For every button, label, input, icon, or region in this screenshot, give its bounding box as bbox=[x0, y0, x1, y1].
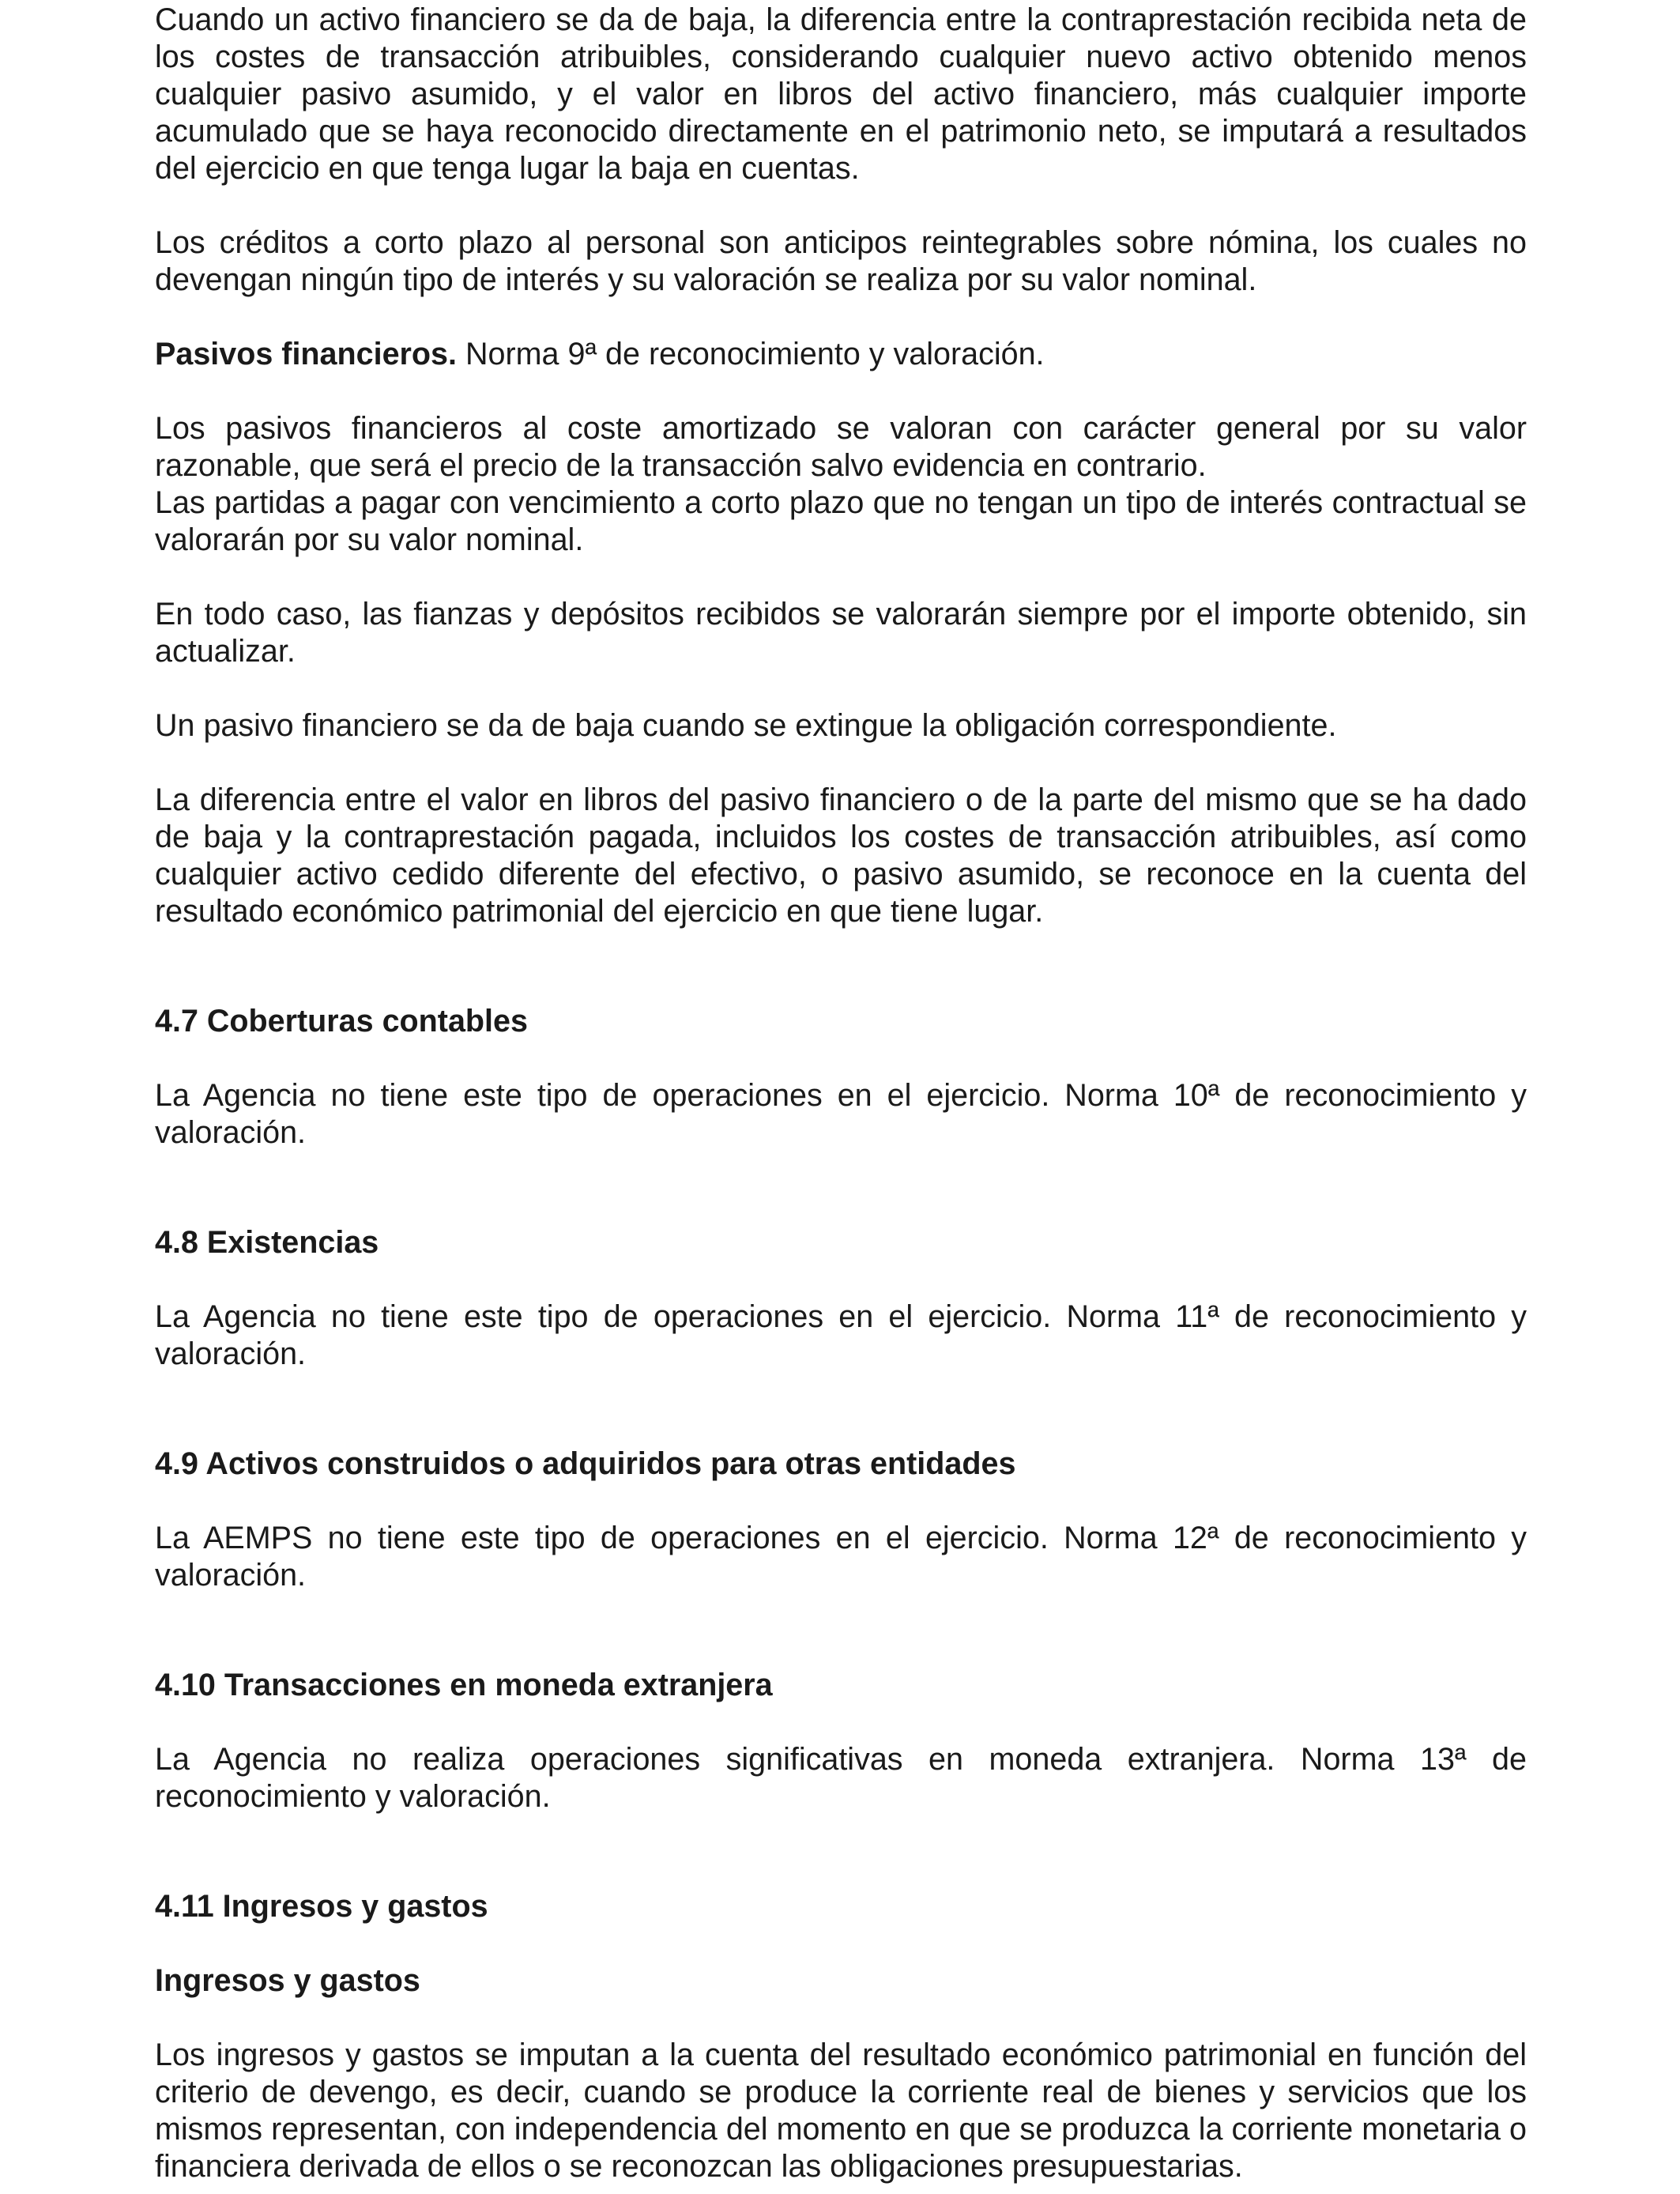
heading-4-8: 4.8 Existencias bbox=[155, 1225, 379, 1260]
paragraph-diferencia-pasivo: La diferencia entre el valor en libros del pasivo financiero o de la parte del mismo que se ha dado de baja y la contraprestación pagada, incluidos los costes de transacción atribuibles, así como cualquier activo cedido diferente del efectivo, o pasivo asumido, se reconoce en la cuenta del resultado económico patrimonial del ejercicio en que tiene lugar. bbox=[155, 782, 1527, 929]
paragraph-moneda-extranjera: La Agencia no realiza operaciones significativas en moneda extranjera. Norma 13ª de reconocimiento y valoración. bbox=[155, 1742, 1527, 1814]
paragraph-fianzas: En todo caso, las fianzas y depósitos recibidos se valorarán siempre por el importe obtenido, sin actualizar. bbox=[155, 597, 1527, 669]
paragraph-baja-activo: Cuando un activo financiero se da de baja, la diferencia entre la contraprestación recibida neta de los costes de transacción atribuibles, considerando cualquier nuevo activo obtenido menos cualquier pasivo asumido, y el valor en libros del activo financiero, más cualquier importe acumulado que se haya reconocido directamente en el patrimonio neto, se imputará a resultados del ejercicio en que tenga lugar la baja en cuentas. bbox=[155, 2, 1527, 186]
paragraph-partidas-pagar: Las partidas a pagar con vencimiento a corto plazo que no tengan un tipo de interés contractual se valorarán por su valor nominal. bbox=[155, 485, 1527, 557]
pasivos-financieros-norma: Norma 9ª de reconocimiento y valoración. bbox=[457, 337, 1045, 371]
subheading-ingresos-gastos: Ingresos y gastos bbox=[155, 1963, 420, 1998]
document-page bbox=[155, 0, 1527, 2185]
heading-4-9: 4.9 Activos construidos o adquiridos para otras entidades bbox=[155, 1446, 1016, 1481]
paragraph-existencias: La Agencia no tiene este tipo de operaciones en el ejercicio. Norma 11ª de reconocimiento y valoración. bbox=[155, 1299, 1527, 1371]
heading-4-10: 4.10 Transacciones en moneda extranjera bbox=[155, 1668, 773, 1702]
paragraph-ingresos-gastos: Los ingresos y gastos se imputan a la cuenta del resultado económico patrimonial en función del criterio de devengo, es decir, cuando se produce la corriente real de bienes y servicios que los mismos representan, con independencia del momento en que se produzca la corriente monetaria o financiera derivada de ellos o se reconozcan las obligaciones presupuestarias. bbox=[155, 2038, 1527, 2184]
heading-4-11: 4.11 Ingresos y gastos bbox=[155, 1889, 488, 1924]
paragraph-pasivos-financieros bbox=[155, 336, 1527, 373]
paragraph-coberturas: La Agencia no tiene este tipo de operaciones en el ejercicio. Norma 10ª de reconocimiento y valoración. bbox=[155, 1078, 1527, 1150]
paragraph-baja-pasivo: Un pasivo financiero se da de baja cuando se extingue la obligación correspondiente. bbox=[155, 708, 1337, 743]
paragraph-creditos-personal: Los créditos a corto plazo al personal son anticipos reintegrables sobre nómina, los cuales no devengan ningún tipo de interés y su valoración se realiza por su valor nominal. bbox=[155, 225, 1527, 297]
paragraph-activos-construidos: La AEMPS no tiene este tipo de operaciones en el ejercicio. Norma 12ª de reconocimiento y valoración. bbox=[155, 1521, 1527, 1593]
paragraph-coste-amortizado: Los pasivos financieros al coste amortizado se valoran con carácter general por su valor razonable, que será el precio de la transacción salvo evidencia en contrario. bbox=[155, 411, 1527, 483]
heading-4-7: 4.7 Coberturas contables bbox=[155, 1004, 528, 1039]
pasivos-financieros-label: Pasivos financieros. bbox=[155, 337, 458, 371]
